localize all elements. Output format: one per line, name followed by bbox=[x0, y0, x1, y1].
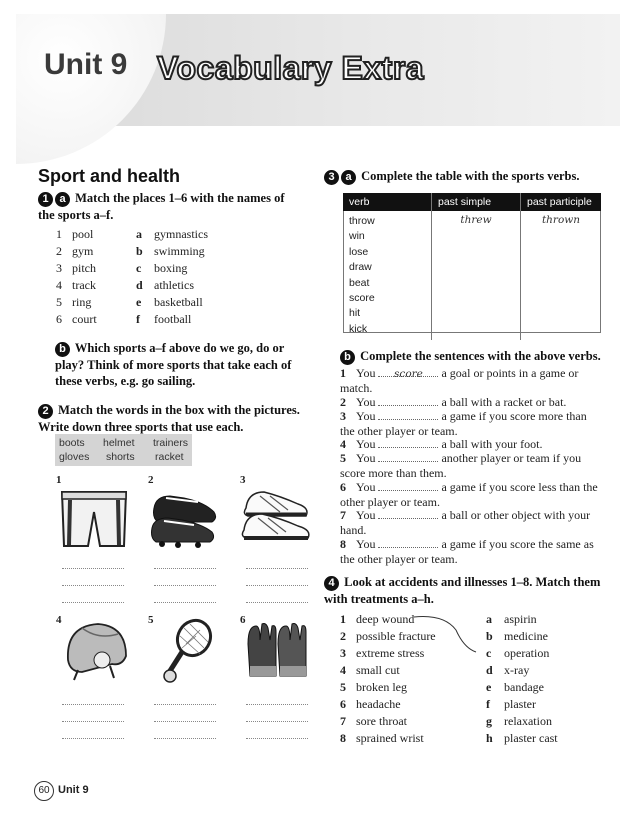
place-item bbox=[56, 226, 136, 242]
answer-line[interactable] bbox=[246, 704, 308, 705]
treatment-letter: c bbox=[486, 646, 492, 660]
accident-item bbox=[340, 679, 470, 695]
word-box-item: racket bbox=[155, 451, 184, 463]
accident-number: 3 bbox=[340, 646, 346, 660]
picture-number: 3 bbox=[240, 474, 246, 486]
accident-label: deep wound bbox=[356, 612, 415, 626]
sentence-blank[interactable] bbox=[378, 410, 438, 420]
helmet-picture bbox=[62, 620, 132, 682]
verb-item: kick bbox=[349, 322, 368, 335]
gloves-picture bbox=[244, 620, 310, 682]
answer-line[interactable] bbox=[154, 738, 216, 739]
accident-number: 6 bbox=[340, 697, 346, 711]
table-header-past-participle: past participle bbox=[521, 193, 602, 211]
sentence-end: a game if you score less than the other player or team. bbox=[340, 480, 598, 509]
sentence-item bbox=[340, 480, 602, 509]
word-box-item: shorts bbox=[106, 451, 135, 463]
ex2-number-badge: 2 bbox=[38, 404, 53, 419]
place-number: 3 bbox=[56, 261, 62, 275]
answer-line[interactable] bbox=[154, 568, 216, 569]
sentence-start: You bbox=[356, 480, 376, 494]
example-match-line bbox=[414, 612, 478, 656]
ex3a-part-badge: a bbox=[341, 170, 356, 185]
verb-item: lose bbox=[349, 245, 369, 258]
verb-item: beat bbox=[349, 276, 370, 289]
sport-letter: d bbox=[136, 278, 143, 292]
place-item bbox=[56, 243, 136, 259]
sentence-number: 2 bbox=[340, 395, 346, 409]
sentence-end: a ball with a racket or bat. bbox=[441, 395, 567, 409]
verb-column bbox=[343, 211, 432, 340]
sentence-number: 5 bbox=[340, 451, 346, 465]
footer-unit: Unit 9 bbox=[58, 784, 89, 796]
treatment-item bbox=[486, 730, 596, 746]
sentence-item bbox=[340, 409, 602, 438]
ex3a-instruction bbox=[324, 168, 604, 185]
place-label: pool bbox=[72, 227, 94, 241]
verb-item: draw bbox=[349, 261, 372, 274]
table-header-verb: verb bbox=[343, 193, 432, 211]
ex1b-instruction-text: Which sports a–f above do we go, do or play? Think of more sports that take each of these verbs, e.g. go sailing. bbox=[55, 341, 292, 388]
sport-letter: c bbox=[136, 261, 142, 275]
treatment-label: x-ray bbox=[504, 663, 530, 677]
sentence-item bbox=[340, 395, 602, 410]
ex3a-instruction-text: Complete the table with the sports verbs. bbox=[361, 169, 580, 183]
ex1a-part-badge: a bbox=[55, 192, 70, 207]
answer-line[interactable] bbox=[246, 602, 308, 603]
accident-label: headache bbox=[356, 697, 401, 711]
sentence-end: another player or team if you score more than them. bbox=[340, 451, 582, 480]
ex3b-instruction bbox=[340, 348, 610, 365]
treatment-label: aspirin bbox=[504, 612, 537, 626]
accident-item bbox=[340, 696, 470, 712]
accident-number: 5 bbox=[340, 680, 346, 694]
picture-number: 1 bbox=[56, 474, 62, 486]
table-header-past-simple: past simple bbox=[432, 193, 521, 211]
sentence-start: You bbox=[356, 437, 376, 451]
ex1b-part-badge: b bbox=[55, 342, 70, 357]
sport-letter: e bbox=[136, 295, 142, 309]
sport-item bbox=[136, 311, 256, 327]
sport-label: gymnastics bbox=[154, 227, 208, 241]
treatment-item bbox=[486, 662, 596, 678]
sentence-number: 1 bbox=[340, 366, 346, 380]
treatment-label: plaster cast bbox=[504, 731, 558, 745]
treatment-letter: e bbox=[486, 680, 492, 694]
sentence-blank[interactable] bbox=[378, 538, 438, 548]
accident-item bbox=[340, 662, 470, 678]
place-number: 1 bbox=[56, 227, 62, 241]
accident-number: 1 bbox=[340, 612, 346, 626]
place-item bbox=[56, 260, 136, 276]
accident-label: sprained wrist bbox=[356, 731, 424, 745]
sport-item bbox=[136, 226, 256, 242]
sentence-end: a game if you score more than the other player or team. bbox=[340, 409, 587, 438]
ex1a-instruction-text: Match the places 1–6 with the names of the sports a–f. bbox=[38, 191, 285, 222]
sport-item bbox=[136, 243, 256, 259]
trainers-picture bbox=[240, 486, 314, 548]
sport-label: swimming bbox=[154, 244, 205, 258]
treatment-item bbox=[486, 696, 596, 712]
treatment-label: relaxation bbox=[504, 714, 552, 728]
verb-item: hit bbox=[349, 307, 361, 320]
treatment-item bbox=[486, 713, 596, 729]
treatment-item bbox=[486, 611, 596, 627]
verb-item: throw bbox=[349, 215, 375, 227]
answer-line[interactable] bbox=[62, 585, 124, 586]
answer-line[interactable] bbox=[154, 704, 216, 705]
treatment-label: operation bbox=[504, 646, 550, 660]
ex3b-part-badge: b bbox=[340, 350, 355, 365]
sentence-number: 3 bbox=[340, 409, 346, 423]
treatment-item bbox=[486, 628, 596, 644]
treatment-label: bandage bbox=[504, 680, 544, 694]
ex1-number-badge: 1 bbox=[38, 192, 53, 207]
sport-letter: f bbox=[136, 312, 140, 326]
treatment-letter: d bbox=[486, 663, 493, 677]
shorts-picture bbox=[58, 490, 130, 550]
treatment-item bbox=[486, 679, 596, 695]
word-box-item: gloves bbox=[59, 451, 90, 463]
ex4-instruction-text: Look at accidents and illnesses 1–8. Match them with treatments a–h. bbox=[324, 575, 601, 606]
place-label: court bbox=[72, 312, 97, 326]
answer-line[interactable] bbox=[62, 721, 124, 722]
sport-label: boxing bbox=[154, 261, 188, 275]
picture-number: 6 bbox=[240, 614, 246, 626]
sentence-start: You bbox=[356, 409, 376, 423]
sentence-start: You bbox=[356, 366, 376, 380]
verb-item: score bbox=[349, 291, 375, 304]
ex4-number-badge: 4 bbox=[324, 576, 339, 591]
sentence-number: 4 bbox=[340, 437, 346, 451]
treatment-label: medicine bbox=[504, 629, 548, 643]
sentence-end: a game if you score the same as the other player or team. bbox=[340, 537, 594, 566]
sport-letter: b bbox=[136, 244, 143, 258]
place-number: 2 bbox=[56, 244, 62, 258]
verb-item: win bbox=[349, 230, 365, 243]
sport-label: athletics bbox=[154, 278, 194, 292]
accident-label: sore throat bbox=[356, 714, 407, 728]
sentence-item bbox=[340, 366, 602, 395]
treatment-letter: h bbox=[486, 731, 493, 745]
answer-line[interactable] bbox=[246, 568, 308, 569]
past-simple-column[interactable] bbox=[432, 211, 521, 340]
sport-letter: a bbox=[136, 227, 142, 241]
unit-title: Unit 9 bbox=[44, 48, 128, 81]
treatment-letter: a bbox=[486, 612, 492, 626]
sentence-end: a ball with your foot. bbox=[441, 437, 543, 451]
treatment-letter: b bbox=[486, 629, 493, 643]
accident-item bbox=[340, 730, 470, 746]
ex3b-instruction-text: Complete the sentences with the above verbs. bbox=[360, 349, 601, 363]
sentence-number: 6 bbox=[340, 480, 346, 494]
page-number: 60 bbox=[34, 781, 54, 801]
sport-label: basketball bbox=[154, 295, 203, 309]
answer-line[interactable] bbox=[62, 602, 124, 603]
sport-label: football bbox=[154, 312, 192, 326]
answer-line[interactable] bbox=[246, 738, 308, 739]
place-label: track bbox=[72, 278, 96, 292]
accident-number: 8 bbox=[340, 731, 346, 745]
accident-number: 7 bbox=[340, 714, 346, 728]
sentence-start: You bbox=[356, 451, 376, 465]
past-participle-column[interactable] bbox=[521, 211, 602, 340]
sentence-blank[interactable] bbox=[378, 481, 438, 491]
sentence-start: You bbox=[356, 395, 376, 409]
sentence-item bbox=[340, 451, 602, 480]
racket-picture bbox=[160, 618, 216, 684]
answer-line[interactable] bbox=[154, 602, 216, 603]
place-item bbox=[56, 277, 136, 293]
word-box-item: boots bbox=[59, 437, 85, 449]
answer-line[interactable] bbox=[62, 738, 124, 739]
place-label: pitch bbox=[72, 261, 96, 275]
sport-item bbox=[136, 277, 256, 293]
place-number: 4 bbox=[56, 278, 62, 292]
sport-item bbox=[136, 294, 256, 310]
treatment-label: plaster bbox=[504, 697, 536, 711]
sentence-item bbox=[340, 508, 602, 537]
vocabulary-extra-title: Vocabulary Extra bbox=[157, 50, 425, 86]
verb-list bbox=[349, 214, 425, 337]
past-simple-example: threw bbox=[460, 214, 492, 226]
answer-line[interactable] bbox=[246, 721, 308, 722]
accident-label: broken leg bbox=[356, 680, 407, 694]
place-label: ring bbox=[72, 295, 92, 309]
sentence-item bbox=[340, 537, 602, 566]
word-box-item: helmet bbox=[103, 437, 135, 449]
sport-item bbox=[136, 260, 256, 276]
accident-number: 2 bbox=[340, 629, 346, 643]
past-participle-example: thrown bbox=[541, 214, 581, 226]
ex1a-instruction bbox=[38, 190, 300, 223]
treatment-letter: g bbox=[486, 714, 492, 728]
accident-label: possible fracture bbox=[356, 629, 436, 643]
accident-item bbox=[340, 713, 470, 729]
answer-line[interactable] bbox=[62, 704, 124, 705]
ex2-instruction-text: Match the words in the box with the pictures. Write down three sports that use each. bbox=[38, 403, 300, 434]
football-boots-picture bbox=[148, 488, 224, 548]
accident-number: 4 bbox=[340, 663, 346, 677]
ex4-instruction bbox=[324, 574, 604, 607]
word-box bbox=[55, 434, 192, 466]
sentence-item bbox=[340, 437, 602, 452]
sentence-blank[interactable] bbox=[378, 396, 438, 406]
sentence-start: You bbox=[356, 508, 376, 522]
sentence-blank[interactable] bbox=[378, 438, 438, 448]
treatment-letter: f bbox=[486, 697, 490, 711]
sentence-end: a goal or points in a game or match. bbox=[340, 366, 579, 395]
sentence-number: 8 bbox=[340, 537, 346, 551]
sentence-number: 7 bbox=[340, 508, 346, 522]
sentence-blank[interactable] bbox=[378, 509, 438, 519]
accident-label: small cut bbox=[356, 663, 400, 677]
accident-label: extreme stress bbox=[356, 646, 425, 660]
treatment-item bbox=[486, 645, 596, 661]
place-label: gym bbox=[72, 244, 94, 258]
word-box-item: trainers bbox=[153, 437, 189, 449]
sentence-end: a ball or other object with your hand. bbox=[340, 508, 591, 537]
place-item bbox=[56, 311, 136, 327]
ex3-number-badge: 3 bbox=[324, 170, 339, 185]
place-number: 6 bbox=[56, 312, 62, 326]
answer-line[interactable] bbox=[246, 585, 308, 586]
section-title: Sport and health bbox=[38, 166, 181, 186]
picture-number: 4 bbox=[56, 614, 62, 626]
place-item bbox=[56, 294, 136, 310]
answer-line[interactable] bbox=[154, 585, 216, 586]
picture-number: 2 bbox=[148, 474, 154, 486]
answer-line[interactable] bbox=[154, 721, 216, 722]
sentence-blank[interactable] bbox=[378, 452, 438, 462]
ex1b-instruction bbox=[55, 340, 305, 389]
place-number: 5 bbox=[56, 295, 62, 309]
sentence-start: You bbox=[356, 537, 376, 551]
verb-table bbox=[343, 193, 601, 340]
ex2-instruction bbox=[38, 402, 300, 435]
answer-line[interactable] bbox=[62, 568, 124, 569]
picture-number: 5 bbox=[148, 614, 154, 626]
sentence-blank[interactable]: score bbox=[378, 367, 438, 377]
